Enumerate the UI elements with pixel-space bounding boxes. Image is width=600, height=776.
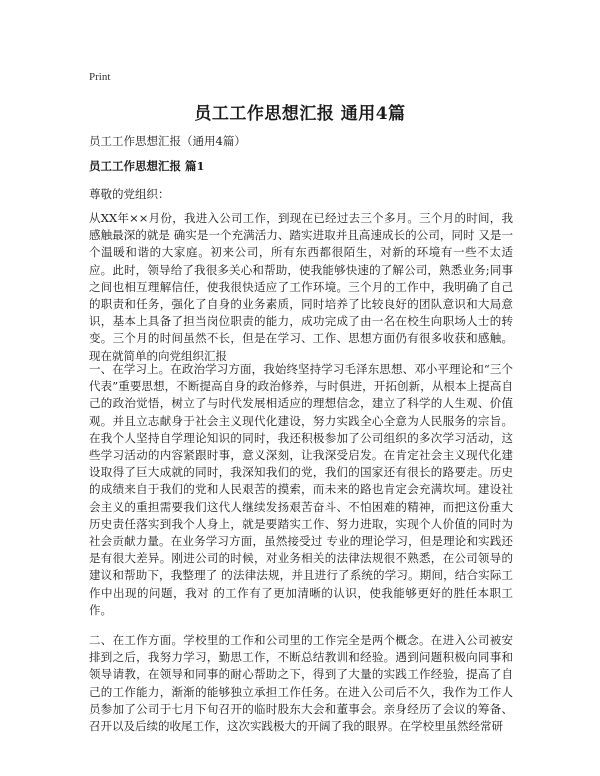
paragraph-work: 二、在工作方面。学校里的工作和公司里的工作完全是两个概念。在进入公司被安排到之后，我努力学习，勤思工作，不断总结教训和经验。遇到问题积极向同事和领导请教，在领导和同事的耐心帮助之下，得到了大量的实践工作经验，提高了自己的工作能力，渐渐的能够独立承担工作任务。在进入公司后不久，我作为工作人员参加了公司于七月下旬召开的临时股东大会和董事会。亲身经历了会议的筹备、召开以及后续的收尾工作，这次实践极大的开阔了我的眼界。在学校里虽然经常研: [89, 633, 513, 734]
salutation: 尊敬的党组织：: [89, 187, 170, 201]
print-label: Print: [89, 71, 111, 83]
paragraph-study: 一、在学习上。在政治学习方面，我始终坚持学习毛泽东思想、邓小平理论和“三个代表”重要思想，不断提高自身的政治修养，与时俱进，开拓创新，从根本上提高自己的政治觉悟，树立了与时代发展相适应的理想信念，建立了科学的人生观、价值观。并且立志献身于社会主义现代化建设，努力实践全心全意为人民服务的宗旨。在我个人坚持自学理论知识的同时，我还积极参加了公司组织的多次学习活动，这些学习活动的内容紧跟时事，意义深刻，让我深受启发。在肯定社会主义现代化建设取得了巨大成就的同时，我深知我们的党，我们的国家还有很长的路要走。历史的成绩来自于我们的党和人民艰苦的摸索，而未来的路也肯定会充满坎坷。建设社会主义的重担需要我们这代人继续发扬艰苦奋斗、不怕困难的精神，而把这份重大历史责任落实到我个人身上，就是要踏实工作、努力进取，实现个人价值的同时为社会贡献力量。在业务学习方面，虽然接受过 专业的理论学习，但是理论和实践还是有很大差异。刚进公司的时候，对业务相关的法律法规很不熟悉，在公司领导的建议和帮助下，我整理了 的法律法规，并且进行了系统的学习。期间，结合实际工作中出现的问题，我对 的工作有了更加清晰的认识，使我能够更好的胜任本职工作。: [89, 362, 513, 617]
document-title: 员工工作思想汇报 通用4篇: [194, 104, 406, 124]
paragraph-intro: 从XX年××月份，我进入公司工作，到现在已经过去三个多月。三个月的时间，我感触最深的就是 确实是一个充满活力、踏实进取并且高速成长的公司，同时 又是一个温暖和谐的大家庭。初来公司，所有东西都很陌生，对新的环境有一些不太适应。此时，领导给了我很多关心和帮助，使我能够快速的了解公司，熟悉业务;同事之间也相互理解信任，使我很快适应了工作环境。三个月的工作中，我明确了自己的职责和任务，强化了自身的业务素质，同时培养了比较良好的团队意识和大局意识，基本上具备了担当岗位职责的能力，成功完成了由一名在校生向职场人士的转变。三个月的时间虽然不长，但是在学习、工作、思想方面仍有很多收获和感触。现在就简单的向党组织汇报: [89, 211, 513, 363]
document-subtitle: 员工工作思想汇报（通用4篇）: [89, 134, 246, 148]
section-heading: 员工工作思想汇报 篇1: [89, 159, 205, 173]
